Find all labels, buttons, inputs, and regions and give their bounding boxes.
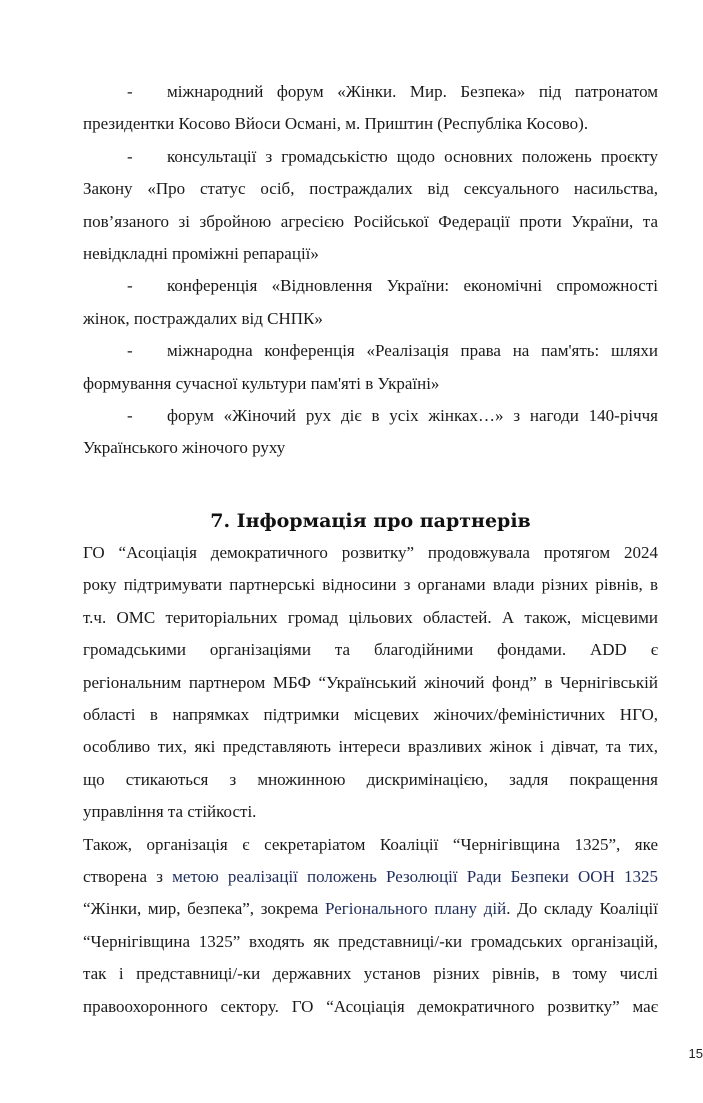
highlighted-text: метою реалізації положень Резолюції Ради Безпеки ООН 1325 (172, 866, 658, 886)
paragraph-line (83, 893, 658, 925)
bullet-item (83, 400, 658, 465)
dash-marker: - (127, 82, 133, 101)
dash-marker: - (127, 146, 133, 166)
bullet-text-line: пов’язаного зі збройною агресією Російської Федерації проти України, та (83, 211, 658, 231)
page-number: 15 (688, 1045, 703, 1061)
bullet-text: міжнародна конференція «Реалізація права на пам'ять: шляхи (167, 341, 658, 361)
bullet-first-line (83, 270, 658, 302)
paragraph-line (83, 861, 658, 893)
bullet-item (83, 270, 658, 335)
bullet-item (83, 141, 658, 271)
bullet-first-line (83, 141, 658, 173)
paragraph-coalition (83, 829, 658, 1023)
paragraph-line: особливо тих, які представляють інтереси вразливих жінок і дівчат, та тих, (83, 737, 658, 757)
text-run: “Жінки, мир, безпека”, зокрема (83, 899, 325, 919)
dash-marker: - (127, 276, 133, 296)
text-run: створена з (83, 866, 173, 886)
bullet-text: конференція «Відновлення України: економічні спроможності (167, 276, 658, 296)
dash-marker: - (127, 406, 133, 426)
highlighted-text: Регіонального плану дій (325, 899, 507, 919)
page-footer (83, 1045, 703, 1103)
dash-marker: - (127, 341, 133, 361)
paragraph-line: Також, організація є секретаріатом Коаліції “Чернігівщина 1325”, яке (83, 834, 658, 854)
bullet-text: форум «Жіночий рух діє в усіх жінках…» з нагоди 140-річчя (167, 406, 658, 426)
document-page (83, 0, 703, 1103)
bullet-first-line (83, 400, 658, 432)
section-spacer (83, 465, 658, 505)
section-heading: 7. Інформація про партнерів (210, 509, 531, 532)
text-run: . До складу Коаліції (506, 899, 658, 919)
bullet-first-line (83, 76, 658, 108)
paragraph-line: “Чернігівщина 1325” входять як представниці/-ки громадських організацій, (83, 931, 658, 951)
paragraph-line: області в напрямках підтримки місцевих жіночих/феміністичних НГО, (83, 704, 658, 724)
bullet-first-line (83, 335, 658, 367)
bullet-text-line: формування сучасної культури пам'яті в Україні» (83, 373, 440, 393)
paragraph-line: ГО “Асоціація демократичного розвитку” продовжувала протягом 2024 (83, 542, 658, 562)
bullet-item (83, 335, 658, 400)
paragraph-line: правоохоронного сектору. ГО “Асоціація демократичного розвитку” має (83, 996, 658, 1016)
bullet-text-line: невідкладні проміжні репарації» (83, 244, 319, 264)
bullet-text-line: Українського жіночого руху (83, 438, 286, 458)
paragraph-line: року підтримувати партнерські відносини з органами влади різних рівнів, в (83, 575, 658, 595)
paragraph-line: управління та стійкості. (83, 802, 257, 822)
bullet-text-line: жінок, постраждалих від СНПК» (83, 308, 323, 328)
paragraph-partners (83, 537, 658, 829)
paragraph-line: громадськими організаціями та благодійними фондами. ADD є (83, 640, 658, 660)
paragraph-line: що стикаються з множинною дискримінацією, задля покращення (83, 769, 658, 789)
paragraph-line: регіональним партнером МБФ “Український жіночий фонд” в Чернігівській (83, 672, 658, 692)
bullet-text: консультації з громадськістю щодо основних положень проєкту (167, 146, 658, 166)
paragraph-line: так і представниці/-ки державних установ різних рівнів, в тому числі (83, 964, 658, 984)
paragraph-line: т.ч. ОМС територіальних громад цільових областей. А також, місцевими (83, 607, 658, 627)
bullet-text-line: президентки Косово Вйоси Османі, м. Приштин (Республіка Косово). (83, 114, 589, 134)
bullet-text-line: Закону «Про статус осіб, постраждалих від сексуального насильства, (83, 179, 658, 199)
bullet-text: міжнародний форум «Жінки. Мир. Безпека» під патронатом (167, 82, 658, 101)
bullet-item (83, 76, 658, 141)
